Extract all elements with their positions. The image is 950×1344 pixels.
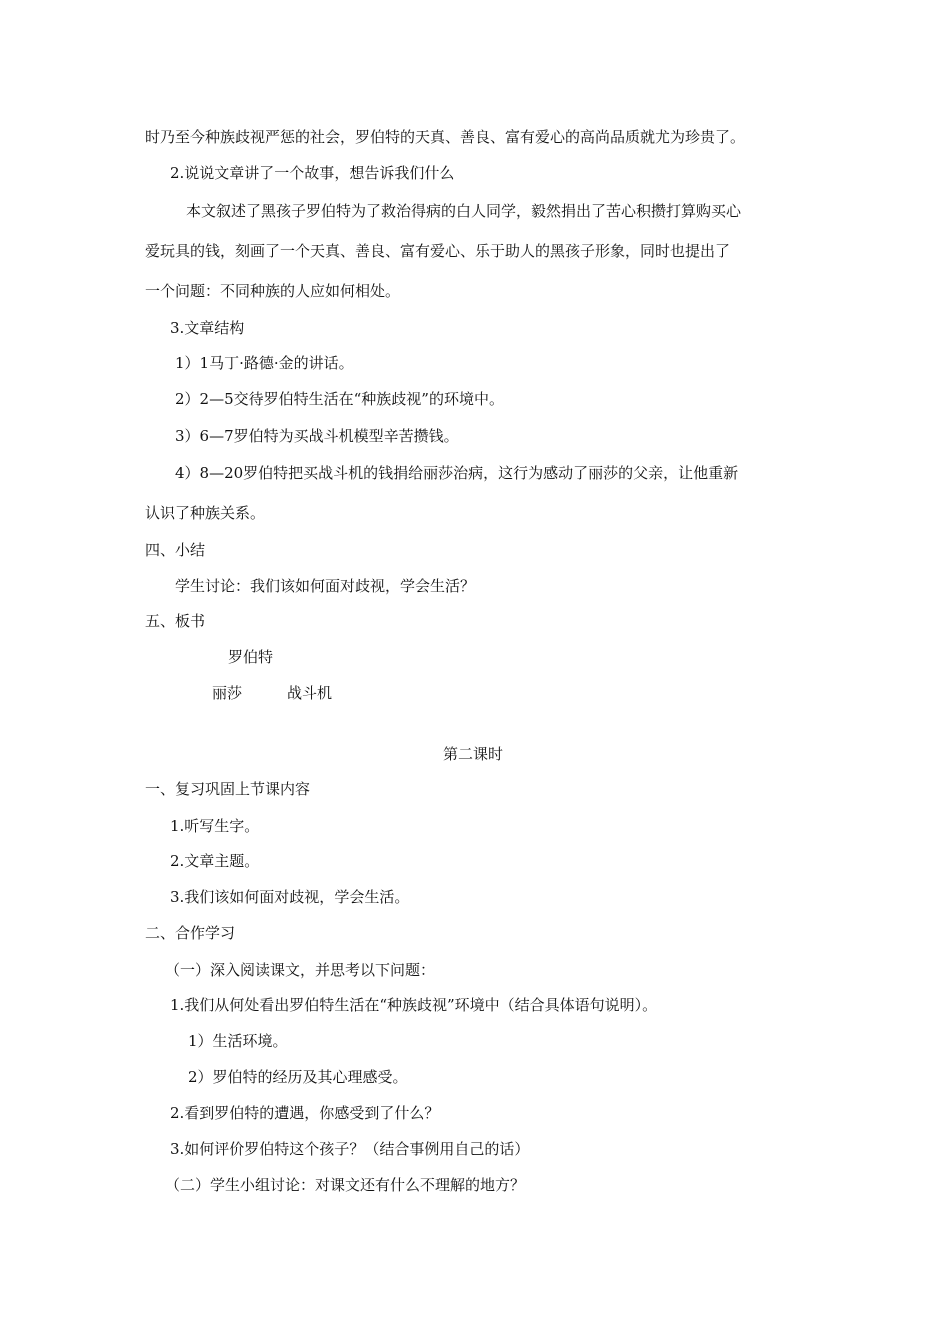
text-line: 爱玩具的钱，刻画了一个天真、善良、富有爱心、乐于助人的黑孩子形象，同时也提出了 (145, 242, 731, 260)
text-line: 2.文章主题。 (170, 852, 260, 870)
text-line: 3.我们该如何面对歧视，学会生活。 (170, 888, 410, 906)
text-line: 本文叙述了黑孩子罗伯特为了救治得病的白人同学，毅然捐出了苦心积攒打算购买心 (186, 202, 742, 220)
text-line: 3.文章结构 (170, 319, 245, 337)
board-item: 丽莎 (212, 684, 243, 702)
section-heading: 一、复习巩固上节课内容 (145, 780, 311, 798)
text-line: 学生讨论：我们该如何面对歧视，学会生活？ (175, 577, 476, 595)
text-line: 1）生活环境。 (188, 1032, 288, 1050)
board-item: 战斗机 (287, 684, 333, 702)
section-heading: 四、小结 (145, 541, 206, 559)
text-line: 4）8—20罗伯特把买战斗机的钱捐给丽莎治病，这行为感动了丽莎的父亲，让他重新 (175, 464, 739, 482)
text-line: 3.如何评价罗伯特这个孩子？（结合事例用自己的话） (170, 1140, 530, 1158)
text-line: 2.看到罗伯特的遭遇，你感受到了什么？ (170, 1104, 440, 1122)
text-line: 认识了种族关系。 (145, 504, 266, 522)
text-line: 1.我们从何处看出罗伯特生活在“种族歧视”环境中（结合具体语句说明）。 (170, 996, 658, 1014)
text-line: （一）深入阅读课文，并思考以下问题： (165, 961, 436, 979)
text-line: 一个问题：不同种族的人应如何相处。 (145, 282, 401, 300)
text-line: 2）罗伯特的经历及其心理感受。 (188, 1068, 408, 1086)
text-line: 1）1马丁·路德·金的讲话。 (175, 354, 354, 372)
section-heading: 五、板书 (145, 612, 206, 630)
text-line: 3）6—7罗伯特为买战斗机模型辛苦攒钱。 (175, 427, 459, 445)
lesson-title: 第二课时 (443, 745, 504, 763)
text-line: （二）学生小组讨论：对课文还有什么不理解的地方？ (165, 1176, 526, 1194)
text-line: 1.听写生字。 (170, 817, 260, 835)
board-item: 罗伯特 (228, 648, 274, 666)
section-heading: 二、合作学习 (145, 924, 236, 942)
text-line: 时乃至今种族歧视严惩的社会，罗伯特的天真、善良、富有爱心的高尚品质就尤为珍贵了。 (145, 128, 746, 146)
text-line: 2.说说文章讲了一个故事，想告诉我们什么 (170, 164, 455, 182)
text-line: 2）2—5交待罗伯特生活在“种族歧视”的环境中。 (175, 390, 504, 408)
